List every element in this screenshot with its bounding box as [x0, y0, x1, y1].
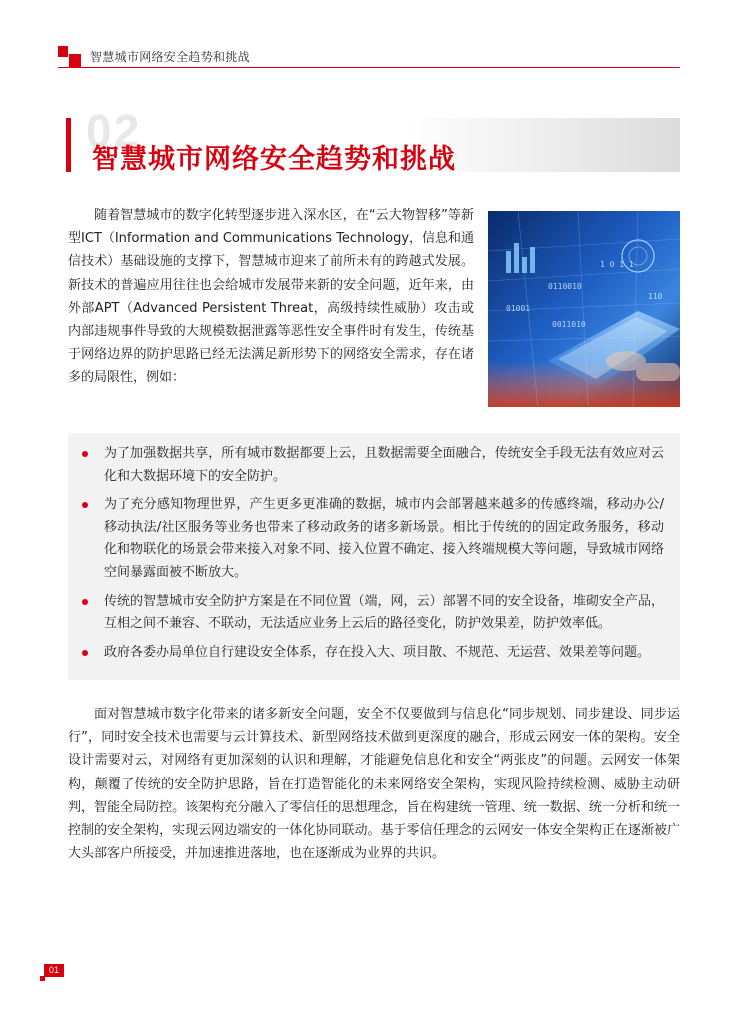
section-number: 02	[86, 105, 142, 157]
svg-text:1 0 1 1: 1 0 1 1	[600, 260, 634, 269]
bullet-dot-icon	[82, 599, 88, 605]
list-item: 为了加强数据共享，所有城市数据都要上云，且数据需要全面融合，传统安全手段无法有效应对云化和大数据环境下的安全防护。	[98, 443, 664, 488]
bullet-dot-icon	[82, 502, 88, 508]
running-header-title: 智慧城市网络安全趋势和挑战	[90, 50, 250, 64]
list-item: 政府各委办局单位自行建设安全体系，存在投入大、项目散、不规范、无运营、效果差等问题。	[98, 642, 664, 665]
limitations-list	[98, 443, 664, 670]
svg-text:110: 110	[648, 292, 663, 301]
section-title: 智慧城市网络安全趋势和挑战	[92, 144, 456, 175]
header-rule	[58, 67, 680, 68]
bullet-dot-icon	[82, 650, 88, 656]
svg-text:0110010: 0110010	[548, 282, 582, 291]
page-number: 01	[48, 965, 59, 975]
svg-text:0011010: 0011010	[552, 320, 586, 329]
bullet-dot-icon	[82, 451, 88, 457]
closing-paragraph: 面对智慧城市数字化带来的诸多新安全问题，安全不仅要做到与信息化“同步规划、同步建设、同步运行”，同时安全技术也需要与云计算技术、新型网络技术做到更深度的融合，形成云网安一体的架构。安全设计需要对云，对网络有更加深刻的认识和理解，才能避免信息化和安全“两张皮”的问题。云网安一体架构，颠覆了传统的安全防护思路，旨在打造智能化的未来网络安全架构，实现风险持续检测、威胁主动研判，智能全局防控。该架构充分融入了零信任的思想理念，旨在构建统一管理、统一数据、统一分析和统一控制的安全架构，实现云网边端安的一体化协同联动。基于零信任理念的云网安一体安全架构正在逐渐被广大头部客户所接受，并加速推进落地，也在逐渐成为业界的共识。	[68, 707, 680, 862]
section-accent-bar	[66, 118, 71, 172]
list-item: 为了充分感知物理世界，产生更多更准确的数据，城市内会部署越来越多的传感终端，移动办公/移动执法/社区服务等业务也带来了移动政务的诸多新场景。相比于传统的的固定政务服务，移动化和物联化的场景会带来接入对象不同、接入位置不确定、接入终端规模大等问题，导致城市网络空间暴露面被不断放大。	[98, 494, 664, 584]
svg-text:01001: 01001	[506, 304, 531, 313]
city-tech-photo	[488, 211, 680, 407]
list-item: 传统的智慧城市安全防护方案是在不同位置（端，网，云）部署不同的安全设备，堆砌安全产品，互相之间不兼容、不联动，无法适应业务上云后的路径变化，防护效果差，防护效率低。	[98, 591, 664, 636]
intro-paragraph: 随着智慧城市的数字化转型逐步进入深水区，在“云大物智移”等新型ICT（Information and Communications Technology，信息和通信技术）基础设施的支撑下，智慧城市迎来了前所未有的跨越式发展。新技术的普遍应用往往也会给城市发展带来新的安全问题，近年来，由外部APT（Advanced Persistent Threat，高级持续性威胁）攻击或内部违规事件导致的大规模数据泄露等恶性安全事件时有发生，传统基于网络边界的防护思路已经无法满足新形势下的网络安全需求，存在诸多的局限性，例如：	[68, 208, 475, 386]
limitations-box	[68, 433, 680, 680]
